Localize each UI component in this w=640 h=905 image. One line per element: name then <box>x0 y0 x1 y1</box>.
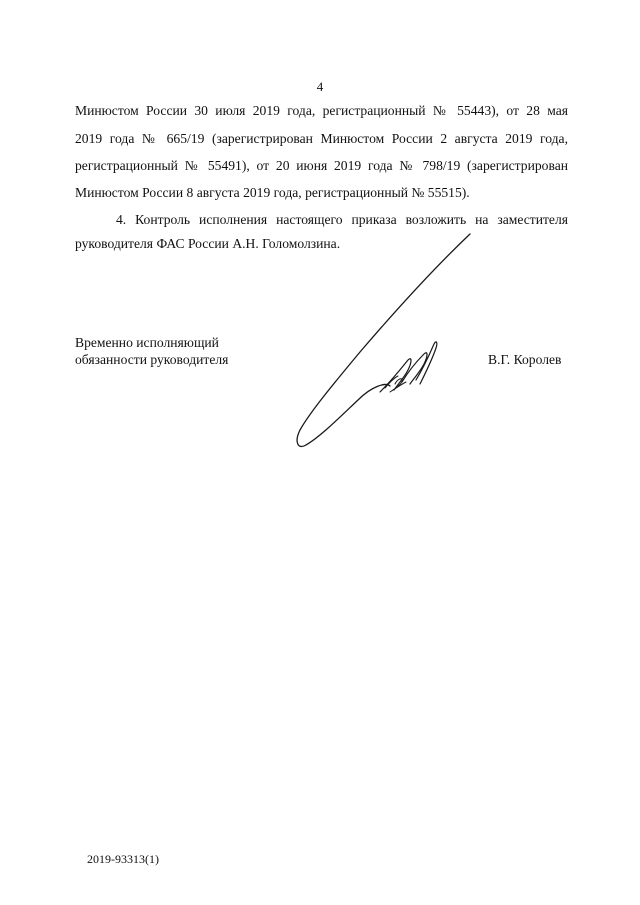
text-line: Минюстом России 8 августа 2019 года, регистрационный № 55515). <box>75 185 470 200</box>
text-line: Минюстом России 30 июля 2019 года, регистрационный № 55443), от 28 мая <box>75 103 568 118</box>
document-id: 2019-93313(1) <box>87 852 159 866</box>
handwritten-signature <box>290 232 480 457</box>
text-line: 4. Контроль исполнения настоящего приказа возложить на заместителя <box>116 212 568 227</box>
position-line: обязанности руководителя <box>75 352 229 367</box>
page-number: 4 <box>316 79 324 94</box>
signatory-name: В.Г. Королев <box>488 352 562 367</box>
text-line: 2019 года № 665/19 (зарегистрирован Минюстом России 2 августа 2019 года, <box>75 131 568 146</box>
position-line: Временно исполняющий <box>75 335 219 350</box>
text-line: регистрационный № 55491), от 20 июня 2019 года № 798/19 (зарегистрирован <box>75 158 568 173</box>
text-line: руководителя ФАС России А.Н. Голомолзина. <box>75 236 341 251</box>
